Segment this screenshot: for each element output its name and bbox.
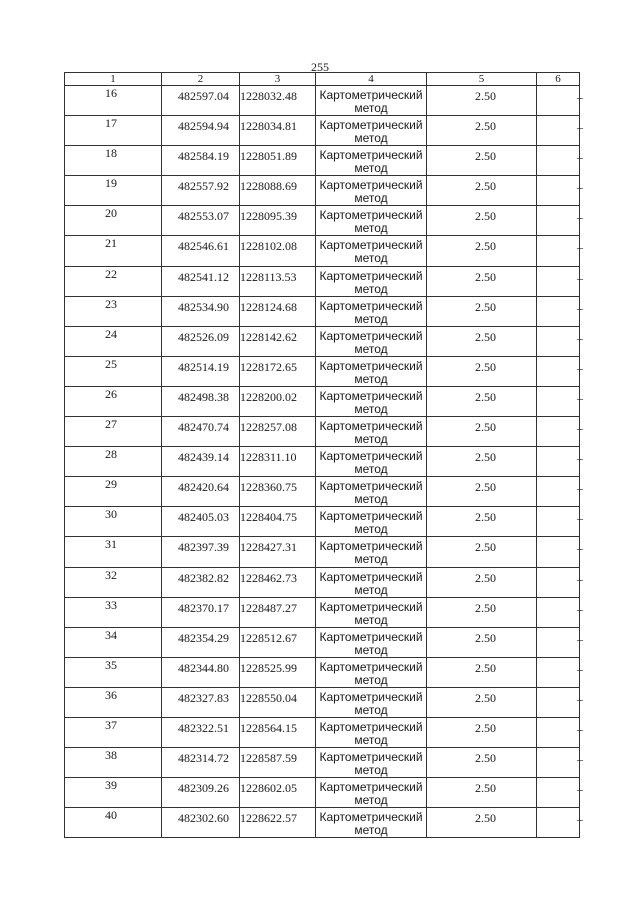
method-line-1: Картометрический (319, 810, 423, 825)
note-cell: – (537, 507, 580, 537)
accuracy-cell: 2.50 (427, 567, 537, 597)
note-cell: – (537, 597, 580, 627)
table-row (65, 537, 580, 567)
table-row (65, 507, 580, 537)
y-coordinate-cell: 1228200.02 (240, 386, 316, 416)
method-line-1: Картометрический (319, 419, 423, 434)
point-number-cell: 31 (65, 537, 162, 567)
method-line-2: метод (354, 221, 388, 236)
note-cell: – (537, 236, 580, 266)
accuracy-cell: 2.50 (427, 356, 537, 386)
x-coordinate-cell: 482597.04 (162, 86, 240, 116)
method-cell (316, 597, 427, 627)
note-cell: – (537, 808, 580, 838)
point-number-cell: 37 (65, 717, 162, 747)
x-coordinate-cell: 482354.29 (162, 627, 240, 657)
accuracy-cell: 2.50 (427, 176, 537, 206)
note-cell: – (537, 386, 580, 416)
y-coordinate-cell: 1228622.57 (240, 808, 316, 838)
method-line-1: Картометрический (319, 358, 423, 373)
page-number: 255 (311, 60, 329, 74)
note-cell: – (537, 748, 580, 778)
point-number-cell: 16 (65, 86, 162, 116)
method-line-1: Картометрический (319, 689, 423, 704)
method-line-1: Картометрический (319, 178, 423, 193)
y-coordinate-cell: 1228587.59 (240, 748, 316, 778)
method-line-1: Картометрический (319, 268, 423, 283)
method-cell (316, 748, 427, 778)
point-number-cell: 32 (65, 567, 162, 597)
note-cell: – (537, 146, 580, 176)
method-line-2: метод (354, 702, 388, 717)
point-number-cell: 25 (65, 356, 162, 386)
method-line-1: Картометрический (319, 118, 423, 133)
note-cell: – (537, 417, 580, 447)
point-number-cell: 36 (65, 687, 162, 717)
method-line-1: Картометрический (319, 719, 423, 734)
method-line-2: метод (354, 582, 388, 597)
method-cell (316, 477, 427, 507)
accuracy-cell: 2.50 (427, 808, 537, 838)
accuracy-cell: 2.50 (427, 687, 537, 717)
accuracy-cell: 2.50 (427, 266, 537, 296)
table-row (65, 627, 580, 657)
method-line-1: Картометрический (319, 509, 423, 524)
note-cell: – (537, 477, 580, 507)
note-cell: – (537, 627, 580, 657)
table-row (65, 717, 580, 747)
accuracy-cell: 2.50 (427, 537, 537, 567)
point-number-cell: 34 (65, 627, 162, 657)
accuracy-cell: 2.50 (427, 627, 537, 657)
method-line-2: метод (354, 371, 388, 386)
x-coordinate-cell: 482397.39 (162, 537, 240, 567)
note-cell: – (537, 567, 580, 597)
method-line-2: метод (354, 251, 388, 266)
x-coordinate-cell: 482327.83 (162, 687, 240, 717)
note-cell: – (537, 537, 580, 567)
point-number-cell: 22 (65, 266, 162, 296)
method-line-2: метод (354, 763, 388, 778)
table-row (65, 597, 580, 627)
accuracy-cell: 2.50 (427, 748, 537, 778)
point-number-cell: 19 (65, 176, 162, 206)
y-coordinate-cell: 1228462.73 (240, 567, 316, 597)
method-line-2: метод (354, 341, 388, 356)
column-header: 4 (316, 73, 427, 86)
y-coordinate-cell: 1228360.75 (240, 477, 316, 507)
x-coordinate-cell: 482405.03 (162, 507, 240, 537)
method-line-1: Картометрический (319, 388, 423, 403)
method-cell (316, 778, 427, 808)
y-coordinate-cell: 1228427.31 (240, 537, 316, 567)
accuracy-cell: 2.50 (427, 146, 537, 176)
method-cell (316, 86, 427, 116)
method-line-1: Картометрический (319, 599, 423, 614)
column-header: 5 (427, 73, 537, 86)
point-number-cell: 23 (65, 296, 162, 326)
method-line-2: метод (354, 552, 388, 567)
method-line-2: метод (354, 612, 388, 627)
method-line-1: Картометрический (319, 238, 423, 253)
table-row (65, 567, 580, 597)
column-header: 2 (162, 73, 240, 86)
method-cell (316, 356, 427, 386)
method-line-1: Картометрический (319, 88, 423, 102)
x-coordinate-cell: 482309.26 (162, 778, 240, 808)
note-cell: – (537, 326, 580, 356)
accuracy-cell: 2.50 (427, 296, 537, 326)
method-line-2: метод (354, 672, 388, 687)
method-cell (316, 808, 427, 838)
accuracy-cell: 2.50 (427, 597, 537, 627)
x-coordinate-cell: 482439.14 (162, 447, 240, 477)
table-row (65, 447, 580, 477)
y-coordinate-cell: 1228032.48 (240, 86, 316, 116)
accuracy-cell: 2.50 (427, 386, 537, 416)
note-cell: – (537, 296, 580, 326)
note-cell: – (537, 717, 580, 747)
method-cell (316, 236, 427, 266)
table-row (65, 296, 580, 326)
y-coordinate-cell: 1228095.39 (240, 206, 316, 236)
method-cell (316, 326, 427, 356)
method-line-2: метод (354, 281, 388, 296)
method-cell (316, 296, 427, 326)
method-cell (316, 146, 427, 176)
y-coordinate-cell: 1228525.99 (240, 657, 316, 687)
x-coordinate-cell: 482546.61 (162, 236, 240, 266)
method-line-2: метод (354, 161, 388, 176)
method-line-2: метод (354, 492, 388, 507)
method-line-1: Картометрический (319, 479, 423, 494)
accuracy-cell: 2.50 (427, 778, 537, 808)
table-row (65, 86, 580, 116)
method-cell (316, 687, 427, 717)
method-cell (316, 447, 427, 477)
y-coordinate-cell: 1228550.04 (240, 687, 316, 717)
y-coordinate-cell: 1228113.53 (240, 266, 316, 296)
table-row (65, 477, 580, 507)
method-line-2: метод (354, 732, 388, 747)
note-cell: – (537, 176, 580, 206)
y-coordinate-cell: 1228034.81 (240, 116, 316, 146)
column-header: 1 (65, 73, 162, 86)
accuracy-cell: 2.50 (427, 206, 537, 236)
y-coordinate-cell: 1228404.75 (240, 507, 316, 537)
point-number-cell: 24 (65, 326, 162, 356)
method-line-2: метод (354, 311, 388, 326)
method-line-1: Картометрический (319, 750, 423, 765)
table-row (65, 386, 580, 416)
accuracy-cell: 2.50 (427, 326, 537, 356)
y-coordinate-cell: 1228512.67 (240, 627, 316, 657)
point-number-cell: 29 (65, 477, 162, 507)
table-row (65, 687, 580, 717)
table-row (65, 116, 580, 146)
method-cell (316, 537, 427, 567)
method-cell (316, 717, 427, 747)
accuracy-cell: 2.50 (427, 477, 537, 507)
point-number-cell: 33 (65, 597, 162, 627)
method-cell (316, 266, 427, 296)
method-line-2: метод (354, 131, 388, 146)
point-number-cell: 40 (65, 808, 162, 838)
method-cell (316, 657, 427, 687)
method-line-2: метод (354, 642, 388, 657)
point-number-cell: 20 (65, 206, 162, 236)
table-row (65, 657, 580, 687)
point-number-cell: 38 (65, 748, 162, 778)
x-coordinate-cell: 482514.19 (162, 356, 240, 386)
y-coordinate-cell: 1228602.05 (240, 778, 316, 808)
table-row (65, 236, 580, 266)
table-row (65, 748, 580, 778)
method-line-1: Картометрический (319, 328, 423, 343)
coordinates-table (64, 72, 583, 838)
y-coordinate-cell: 1228088.69 (240, 176, 316, 206)
column-header: 6 (537, 73, 580, 86)
x-coordinate-cell: 482382.82 (162, 567, 240, 597)
method-line-1: Картометрический (319, 148, 423, 163)
method-line-1: Картометрический (319, 629, 423, 644)
method-cell (316, 206, 427, 236)
method-line-2: метод (354, 793, 388, 808)
method-line-2: метод (354, 432, 388, 447)
x-coordinate-cell: 482534.90 (162, 296, 240, 326)
x-coordinate-cell: 482470.74 (162, 417, 240, 447)
x-coordinate-cell: 482553.07 (162, 206, 240, 236)
table-row (65, 266, 580, 296)
table-row (65, 176, 580, 206)
note-cell: – (537, 116, 580, 146)
note-cell: – (537, 447, 580, 477)
method-line-1: Картометрический (319, 659, 423, 674)
method-line-1: Картометрический (319, 208, 423, 223)
method-line-1: Картометрический (319, 780, 423, 795)
table-header-row (65, 73, 580, 86)
accuracy-cell: 2.50 (427, 447, 537, 477)
method-line-1: Картометрический (319, 449, 423, 464)
column-header: 3 (240, 73, 316, 86)
accuracy-cell: 2.50 (427, 657, 537, 687)
method-line-2: метод (354, 462, 388, 477)
point-number-cell: 35 (65, 657, 162, 687)
y-coordinate-cell: 1228142.62 (240, 326, 316, 356)
x-coordinate-cell: 482420.64 (162, 477, 240, 507)
method-line-1: Картометрический (319, 569, 423, 584)
method-line-2: метод (354, 101, 388, 115)
table-body (65, 86, 583, 838)
method-cell (316, 567, 427, 597)
point-number-cell: 27 (65, 417, 162, 447)
method-line-2: метод (354, 191, 388, 206)
note-cell: – (537, 86, 580, 116)
method-line-2: метод (354, 401, 388, 416)
y-coordinate-cell: 1228564.15 (240, 717, 316, 747)
accuracy-cell: 2.50 (427, 417, 537, 447)
method-cell (316, 386, 427, 416)
x-coordinate-cell: 482594.94 (162, 116, 240, 146)
y-coordinate-cell: 1228311.10 (240, 447, 316, 477)
table-row (65, 778, 580, 808)
y-coordinate-cell: 1228172.65 (240, 356, 316, 386)
x-coordinate-cell: 482370.17 (162, 597, 240, 627)
method-cell (316, 507, 427, 537)
accuracy-cell: 2.50 (427, 116, 537, 146)
point-number-cell: 18 (65, 146, 162, 176)
point-number-cell: 17 (65, 116, 162, 146)
x-coordinate-cell: 482498.38 (162, 386, 240, 416)
method-line-1: Картометрический (319, 298, 423, 313)
method-cell (316, 627, 427, 657)
y-coordinate-cell: 1228257.08 (240, 417, 316, 447)
table-row (65, 146, 580, 176)
point-number-cell: 21 (65, 236, 162, 266)
point-number-cell: 26 (65, 386, 162, 416)
note-cell: – (537, 356, 580, 386)
x-coordinate-cell: 482541.12 (162, 266, 240, 296)
point-number-cell: 39 (65, 778, 162, 808)
x-coordinate-cell: 482526.09 (162, 326, 240, 356)
method-cell (316, 176, 427, 206)
y-coordinate-cell: 1228124.68 (240, 296, 316, 326)
point-number-cell: 28 (65, 447, 162, 477)
table-row (65, 808, 580, 838)
y-coordinate-cell: 1228102.08 (240, 236, 316, 266)
method-line-2: метод (354, 823, 388, 838)
accuracy-cell: 2.50 (427, 507, 537, 537)
note-cell: – (537, 206, 580, 236)
accuracy-cell: 2.50 (427, 86, 537, 116)
table-row (65, 356, 580, 386)
x-coordinate-cell: 482322.51 (162, 717, 240, 747)
accuracy-cell: 2.50 (427, 717, 537, 747)
note-cell: – (537, 657, 580, 687)
method-cell (316, 116, 427, 146)
accuracy-cell: 2.50 (427, 236, 537, 266)
x-coordinate-cell: 482584.19 (162, 146, 240, 176)
x-coordinate-cell: 482302.60 (162, 808, 240, 838)
method-line-2: метод (354, 522, 388, 537)
method-cell (316, 417, 427, 447)
method-line-1: Картометрический (319, 539, 423, 554)
note-cell: – (537, 687, 580, 717)
point-number-cell: 30 (65, 507, 162, 537)
x-coordinate-cell: 482344.80 (162, 657, 240, 687)
x-coordinate-cell: 482314.72 (162, 748, 240, 778)
table-row (65, 326, 580, 356)
y-coordinate-cell: 1228487.27 (240, 597, 316, 627)
x-coordinate-cell: 482557.92 (162, 176, 240, 206)
y-coordinate-cell: 1228051.89 (240, 146, 316, 176)
table-row (65, 206, 580, 236)
note-cell: – (537, 266, 580, 296)
note-cell: – (537, 778, 580, 808)
table-row (65, 417, 580, 447)
